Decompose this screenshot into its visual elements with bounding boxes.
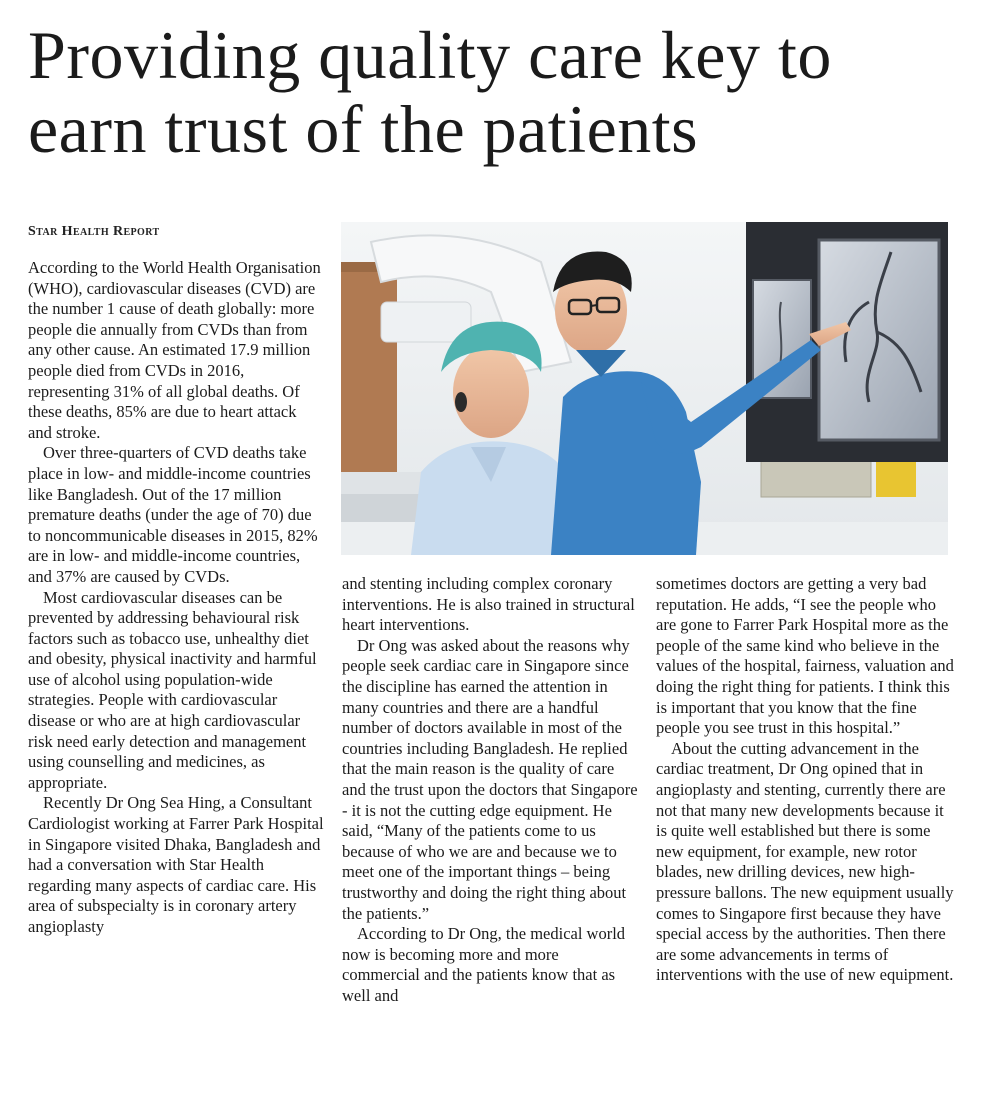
wall-panel [341, 262, 397, 472]
headline-line-2: earn trust of the patients [28, 91, 699, 167]
monitor-screen-main [819, 240, 939, 440]
byline: Star Health Report [28, 224, 160, 239]
article-column-1 [28, 258, 324, 1092]
article-photo [341, 222, 948, 555]
paragraph: Dr Ong was asked about the reasons why people seek cardiac care in Singapore since the discipline has earned the attention in many countries and there are a handful number of doctors available in most of the countries including Bangladesh. He replied that the main reason is the quality of care and the trust upon the doctors that Singapore - it is not the cutting edge equipment. He said, “Many of the patients come to us because of who we are and because we to meet one of the important things – being trustworthy and doing the right thing about the patients.” [342, 635, 638, 923]
paragraph: Over three-quarters of CVD deaths take place in low- and middle-income countries like Bangladesh. Out of the 17 million premature deaths (under the age of 70) due to noncommunicable diseases in 2015, 82% are in low- and middle-income countries, and 37% are caused by CVDs. [28, 443, 318, 586]
paragraph: sometimes doctors are getting a very bad reputation. He adds, “I see the people who are gone to Farrer Park Hospital more as the people of the same kind who believe in the values of the hospital, fairness, valuation and doing the right thing for patients. I think this is important that you know that the fine people you see trust in this hospital.” [656, 574, 954, 738]
doctors-viewing-angiogram-photo [341, 222, 948, 555]
paragraph: About the cutting advancement in the cardiac treatment, Dr Ong opined that in angioplasty and stenting, currently there are not that many new developments because it is quite well established but there is some new equipment, for example, new rotor blades, new drilling devices, new high-pressure ballons. The new equipment usually comes to Singapore first because they have special access by the authorities. Then there are some advancements in terms of interventions with the use of new equipment. [656, 738, 954, 985]
headline [28, 18, 968, 166]
headline-line-1: Providing quality care key to [28, 17, 832, 93]
paragraph: Recently Dr Ong Sea Hing, a Consultant Cardiologist working at Farrer Park Hospital in Singapore visited Dhaka, Bangladesh and had a conversation with Star Health regarding many aspects of cardiac care. His area of subspecialty is in coronary artery angioplasty [28, 793, 324, 936]
paragraph: According to the World Health Organisation (WHO), cardiovascular diseases (CVD) are the number 1 cause of death globally: more people die annually from CVDs than from any other cause. An estimated 17.9 million people died from CVDs in 2016, representing 31% of all global deaths. Of these deaths, 85% are due to heart attack and stroke. [28, 258, 321, 442]
article-column-2 [342, 574, 640, 1092]
paragraph: Most cardiovascular diseases can be prevented by addressing behavioural risk factors such as tobacco use, unhealthy diet and obesity, physical inactivity and harmful use of alcohol using population-wide strategies. People with cardiovascular disease or who are at high cardiovascular risk need early detection and management using counselling and medicines, as appropriate. [28, 587, 317, 792]
article-column-3 [656, 574, 954, 1092]
paragraph: According to Dr Ong, the medical world now is becoming more and more commercial and the patients know that as well and [342, 924, 626, 1005]
paragraph: and stenting including complex coronary interventions. He is also trained in structural heart interventions. [342, 574, 635, 635]
